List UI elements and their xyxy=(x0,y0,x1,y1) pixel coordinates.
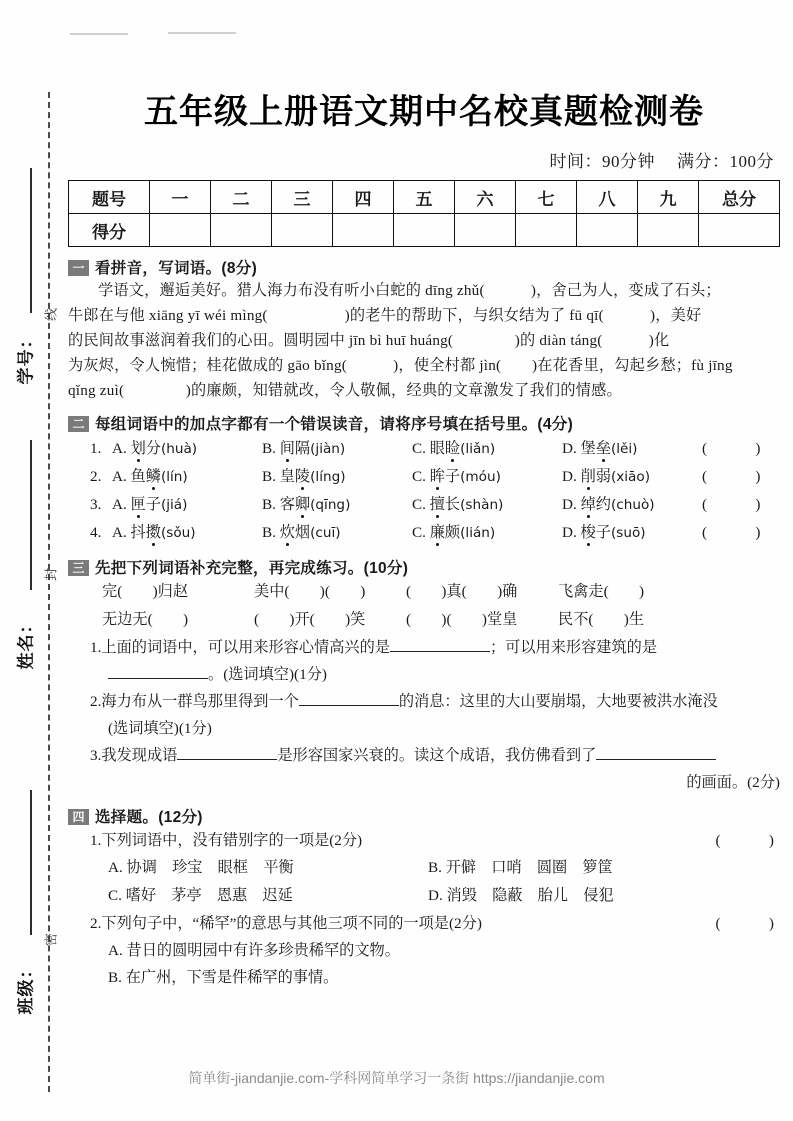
dotted-character: 划 xyxy=(130,440,146,457)
section-one-line-2: 牛郎在与他 xiāng yī wéi mìng( )的老牛的帮助下，与织女结为了 fū qī( )，美好 xyxy=(68,307,702,324)
dotted-character: 绰 xyxy=(580,496,596,513)
idiom-3: ( )真( )确 xyxy=(406,583,518,600)
option-choice[interactable]: C. 眸子(móu) xyxy=(412,468,501,485)
answer-paren[interactable]: ( ) xyxy=(702,468,767,485)
pinyin-reading: (líng) xyxy=(310,469,346,485)
section-three-q3 xyxy=(68,742,780,769)
score-col-6: 六 xyxy=(455,181,516,214)
s3-q1-num: 1. xyxy=(90,639,102,656)
section-four-heading xyxy=(68,805,780,827)
s3-q1-part2: ；可以用来形容建筑的是 xyxy=(489,639,658,656)
dotted-character: 削 xyxy=(580,468,596,485)
score-col-7: 七 xyxy=(516,181,577,214)
table-row-scores xyxy=(69,214,780,247)
section-three-q2-cont: (选词填空)(1分) xyxy=(108,720,212,737)
option-choice[interactable]: D. 梭子(suō) xyxy=(562,524,646,541)
s3-q1-part3: 。(选词填空)(1分) xyxy=(208,666,327,683)
s4-q2-choice-b[interactable]: B. 在广州，下雪是件稀罕的事情。 xyxy=(108,969,339,986)
dotted-character: 匣 xyxy=(130,496,146,513)
s4-q1-choice-a[interactable]: A. 协调 珍宝 眼框 平衡 xyxy=(108,859,294,876)
s4-q1-text: 下列词语中，没有错别字的一项是(2分) xyxy=(101,832,363,849)
section-one xyxy=(68,256,780,403)
s3-q3-part1: 我发现成语 xyxy=(101,747,178,764)
dotted-character: 擞 xyxy=(145,524,161,541)
s3-q3-part2: 是形容国家兴衰的。读这个成语，我仿佛看到了 xyxy=(277,747,597,764)
score-cell-1[interactable] xyxy=(150,214,211,247)
option-choice[interactable]: B. 皇陵(líng) xyxy=(262,468,346,485)
dotted-character: 廉 xyxy=(429,524,445,541)
pinyin-reading: (huà) xyxy=(160,441,198,457)
pinyin-reading: (qīng) xyxy=(310,497,351,513)
score-cell-9[interactable] xyxy=(638,214,699,247)
option-choice[interactable]: C. 廉颇(lián) xyxy=(412,524,496,541)
dotted-character: 陵 xyxy=(294,468,311,485)
section-four-q1-stem xyxy=(68,827,780,854)
dotted-character: 间 xyxy=(279,440,295,457)
section-one-heading xyxy=(68,256,780,278)
score-cell-total[interactable] xyxy=(699,214,780,247)
pinyin-reading: (lián) xyxy=(460,525,496,541)
score-col-9: 九 xyxy=(638,181,699,214)
pinyin-question-row xyxy=(68,519,780,547)
section-three-q1-cont xyxy=(68,661,780,688)
dotted-character: 卿 xyxy=(294,496,311,513)
field-label-student-id: 学号： xyxy=(16,330,36,385)
question-index: 3. xyxy=(90,496,102,513)
idiom-5: 无边无( ) xyxy=(102,611,189,628)
option-choice[interactable]: A. 划分(huà) xyxy=(112,440,198,457)
answer-paren[interactable]: ( ) xyxy=(702,524,767,541)
section-three-q3-cont: 的画面。(2分) xyxy=(686,774,780,791)
section-three-q2 xyxy=(68,688,780,715)
idiom-row-2 xyxy=(68,606,780,634)
score-col-5: 五 xyxy=(394,181,455,214)
option-choice[interactable]: C. 擅长(shàn) xyxy=(412,496,504,513)
option-choice[interactable]: D. 削弱(xiāo) xyxy=(562,468,651,485)
s4-q2-text: 下列句子中，“稀罕”的意思与其他三项不同的一项是(2分) xyxy=(101,915,482,932)
dotted-character: 鳞 xyxy=(145,468,161,485)
section-badge-4: 四 xyxy=(68,809,89,825)
idiom-7: ( )( )堂皇 xyxy=(406,611,518,628)
section-three xyxy=(68,556,780,796)
section-two-rows xyxy=(68,435,780,547)
pinyin-reading: (jiá) xyxy=(160,497,188,513)
footer-watermark: 简单街-jiandanjie.com-学科网简单学习一条街 https://jiandanjie.com xyxy=(188,1070,605,1086)
score-cell-6[interactable] xyxy=(455,214,516,247)
option-choice[interactable]: B. 炊烟(cuī) xyxy=(262,524,341,541)
option-choice[interactable]: A. 匣子(jiá) xyxy=(112,496,188,513)
score-table-rowlabel-0: 题号 xyxy=(69,181,150,214)
pinyin-reading: (shàn) xyxy=(460,497,504,513)
pinyin-reading: (sǒu) xyxy=(160,525,196,541)
score-col-2: 二 xyxy=(211,181,272,214)
score-cell-8[interactable] xyxy=(577,214,638,247)
score-cell-5[interactable] xyxy=(394,214,455,247)
score-col-total: 总分 xyxy=(699,181,780,214)
idiom-1: 完( )归赵 xyxy=(102,583,189,600)
seal-char-mi: 密 xyxy=(43,933,59,947)
s3-q2-part2: 的消息：这里的大山要崩塌，大地要被洪水淹没 xyxy=(398,693,718,710)
s4-q1-choice-d[interactable]: D. 消毁 隐蔽 胎儿 侵犯 xyxy=(428,887,614,904)
field-label-name: 姓名： xyxy=(16,615,36,670)
dotted-character: 眸 xyxy=(429,468,445,485)
option-choice[interactable]: A. 抖擞(sǒu) xyxy=(112,524,196,541)
pinyin-question-row xyxy=(68,463,780,491)
section-two-heading xyxy=(68,412,780,434)
s3-q1-blank-a[interactable] xyxy=(390,651,490,652)
total-score-label: 满分：100分 xyxy=(677,152,774,171)
section-three-q1 xyxy=(68,634,780,661)
section-three-heading xyxy=(68,556,780,578)
s3-q1-blank-b[interactable] xyxy=(108,678,208,679)
score-table xyxy=(68,180,780,247)
question-index: 4. xyxy=(90,524,102,541)
section-four xyxy=(68,805,780,991)
section-two xyxy=(68,412,780,547)
pinyin-reading: (lín) xyxy=(160,469,188,485)
dotted-character: 梭 xyxy=(580,524,596,541)
time-label: 时间：90分钟 xyxy=(549,152,655,171)
section-four-q1-choices-row1 xyxy=(68,854,780,882)
class-rule xyxy=(30,790,32,935)
section-one-line-5: qǐng zuì( )的廉颇，知错就改，令人敬佩，经典的文章激发了我们的情感。 xyxy=(68,382,622,399)
idiom-2: 美中( )( ) xyxy=(254,583,366,600)
s4-q2-answer-paren[interactable]: ( ) xyxy=(715,915,780,932)
pinyin-reading: (suō) xyxy=(610,525,646,541)
content-column xyxy=(68,0,780,991)
s4-q1-choice-b[interactable]: B. 开僻 口哨 圆圈 箩筐 xyxy=(428,859,613,876)
pinyin-reading: (lěi) xyxy=(610,441,638,457)
section-badge-1: 一 xyxy=(68,260,89,276)
pinyin-reading: (xiāo) xyxy=(610,469,651,485)
option-choice[interactable]: C. 眼睑(liǎn) xyxy=(412,440,496,457)
seal-char-line: 线 xyxy=(43,308,59,322)
score-col-3: 三 xyxy=(272,181,333,214)
question-index: 2. xyxy=(90,468,102,485)
field-label-class: 班级： xyxy=(16,960,36,1015)
idiom-4: 飞禽走( ) xyxy=(558,583,645,600)
s3-q3-blank-a[interactable] xyxy=(177,759,277,760)
score-cell-7[interactable] xyxy=(516,214,577,247)
section-one-line-1: 学语文，邂逅美好。猎人海力布没有听小白蛇的 dīng zhǔ( )，舍己为人，变成了石头； xyxy=(98,282,721,299)
idiom-6: ( )开( )笑 xyxy=(254,611,366,628)
section-three-title: 先把下列词语补充完整，再完成练习。(10分) xyxy=(95,560,409,577)
pinyin-reading: (móu) xyxy=(460,469,501,485)
s3-q3-num: 3. xyxy=(90,747,102,764)
section-badge-2: 二 xyxy=(68,416,89,432)
section-two-title: 每组词语中的加点字都有一个错误读音，请将序号填在括号里。(4分) xyxy=(95,416,574,433)
pinyin-reading: (liǎn) xyxy=(460,441,496,457)
question-index: 1. xyxy=(90,440,102,457)
section-one-body xyxy=(68,278,780,403)
option-choice[interactable]: D. 绰约(chuò) xyxy=(562,496,655,513)
option-choice[interactable]: B. 客卿(qīng) xyxy=(262,496,351,513)
dotted-character: 炊 xyxy=(279,524,295,541)
section-one-line-4: 为灰烬，令人惋惜；桂花做成的 gāo bǐng( )，使全村都 jìn( )在花香里，勾起乡愁；fù jīng xyxy=(68,357,733,374)
s4-q1-answer-paren[interactable]: ( ) xyxy=(715,832,780,849)
idiom-row-1 xyxy=(68,578,780,606)
dotted-character: 擅 xyxy=(429,496,445,513)
s3-q1-part1: 上面的词语中，可以用来形容心情高兴的是 xyxy=(101,639,390,656)
score-col-1: 一 xyxy=(150,181,211,214)
score-cell-3[interactable] xyxy=(272,214,333,247)
score-col-8: 八 xyxy=(577,181,638,214)
answer-paren[interactable]: ( ) xyxy=(702,496,767,513)
page-title: 五年级上册语文期中名校真题检测卷 xyxy=(144,94,704,131)
pinyin-question-row xyxy=(68,435,780,463)
score-cell-4[interactable] xyxy=(333,214,394,247)
s4-q1-num: 1. xyxy=(90,832,102,849)
section-badge-3: 三 xyxy=(68,560,89,576)
idiom-8: 民不( )生 xyxy=(558,611,645,628)
student-name-rule xyxy=(30,440,32,590)
section-four-q1-choices-row2 xyxy=(68,882,780,910)
answer-paren[interactable]: ( ) xyxy=(702,440,767,457)
option-choice[interactable]: A. 鱼鳞(lín) xyxy=(112,468,188,485)
s3-q2-part1: 海力布从一群鸟那里得到一个 xyxy=(101,693,299,710)
s3-q2-num: 2. xyxy=(90,693,102,710)
exam-meta xyxy=(68,147,780,172)
score-cell-2[interactable] xyxy=(211,214,272,247)
section-one-line-3: 的民间故事滋润着我们的心田。圆明园中 jīn bì huī huáng( )的 diàn táng( )化 xyxy=(68,332,670,349)
section-four-q2-stem xyxy=(68,910,780,937)
s3-q2-blank[interactable] xyxy=(299,705,399,706)
score-table-rowlabel-1: 得分 xyxy=(69,214,150,247)
section-four-title: 选择题。(12分) xyxy=(95,809,203,826)
pinyin-question-row xyxy=(68,491,780,519)
dotted-character: 睑 xyxy=(444,440,461,457)
dotted-character: 垒 xyxy=(595,440,611,457)
pinyin-reading: (cuī) xyxy=(310,525,341,541)
s4-q1-choice-c[interactable]: C. 嗜好 茅亭 恩惠 迟延 xyxy=(108,887,293,904)
s4-q2-num: 2. xyxy=(90,915,102,932)
option-choice[interactable]: D. 堡垒(lěi) xyxy=(562,440,638,457)
option-choice[interactable]: B. 间隔(jiàn) xyxy=(262,440,346,457)
table-row-header xyxy=(69,181,780,214)
section-one-title: 看拼音，写词语。(8分) xyxy=(95,260,258,277)
s4-q2-choice-a[interactable]: A. 昔日的圆明园中有许多珍贵稀罕的文物。 xyxy=(108,942,400,959)
seal-char-feng: 封 xyxy=(43,568,59,582)
pinyin-reading: (jiàn) xyxy=(310,441,346,457)
pinyin-reading: (chuò) xyxy=(610,497,655,513)
s3-q3-blank-b[interactable] xyxy=(596,759,716,760)
score-col-4: 四 xyxy=(333,181,394,214)
student-id-rule xyxy=(30,168,32,313)
